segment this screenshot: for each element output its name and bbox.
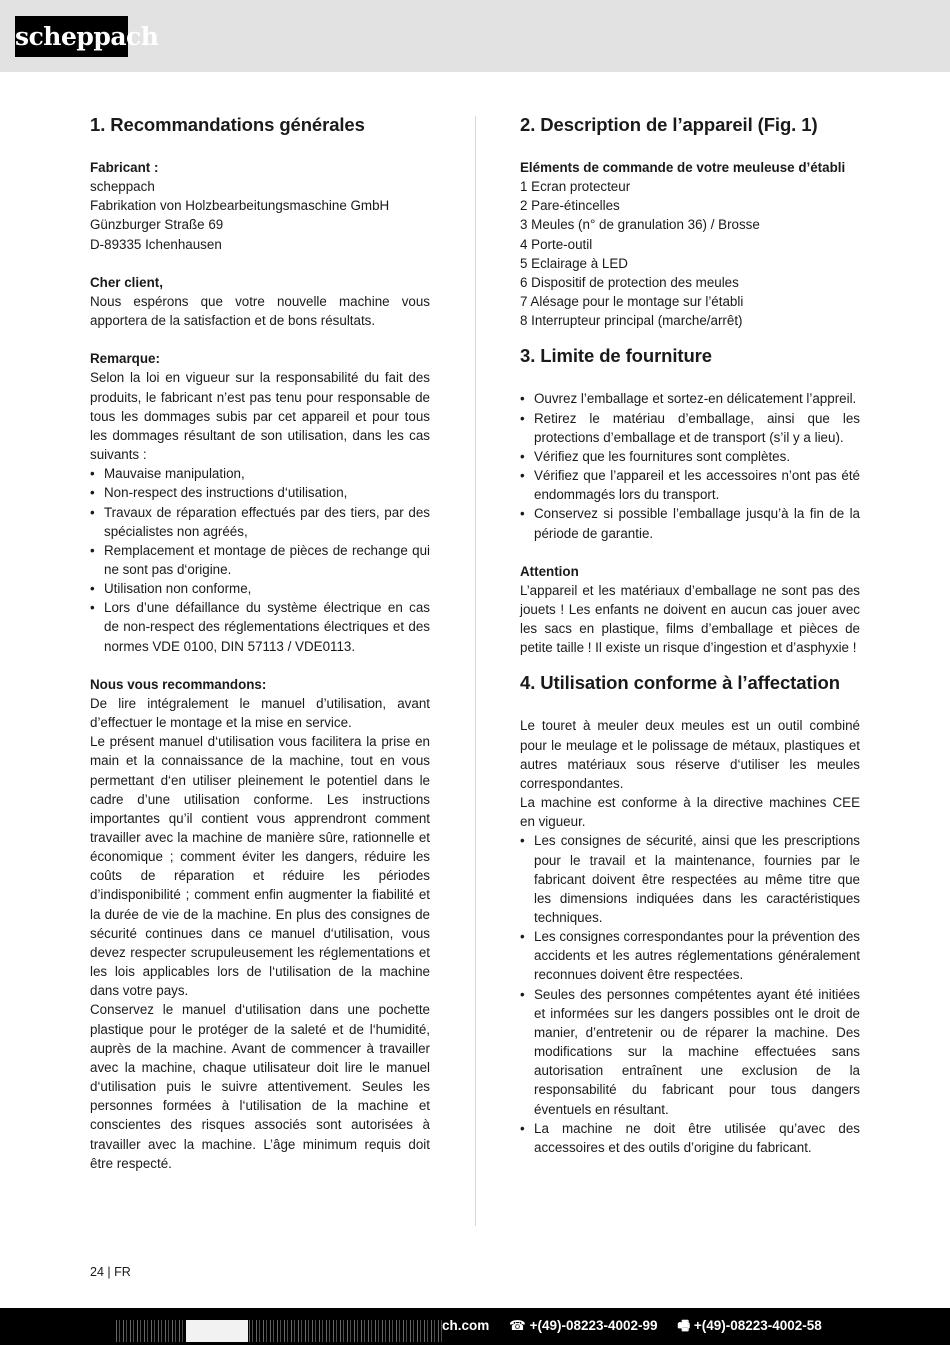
- use-paragraph: La machine est conforme à la directive machines CEE en vigueur.: [520, 795, 860, 830]
- list-item: • Vérifiez que les fournitures sont complètes.: [520, 447, 860, 466]
- list-item: 7 Alésage pour le montage sur l’établi: [520, 294, 744, 310]
- list-item: • Conservez si possible l’emballage jusqu’à la fin de la période de garantie.: [520, 504, 860, 542]
- greeting-text: Nous espérons que votre nouvelle machine vous apportera de la satisfaction et de bons résultats.: [90, 293, 430, 329]
- section-1-title: 1. Recommandations générales: [90, 114, 365, 135]
- fax-text: 🖷 +(49)-08223-4002-58: [677, 1318, 822, 1333]
- section-2-title: 2. Description de l’appareil (Fig. 1): [520, 114, 818, 135]
- barcode-graphic: [116, 1320, 442, 1342]
- list-item: • Vérifiez que l’appareil et les accessoires n’ont pas été endommagés lors du transport.: [520, 466, 860, 504]
- recommend-paragraph: De lire intégralement le manuel d’utilisation, avant d’effectuer le montage et la mise en service.: [90, 695, 430, 731]
- recommend-paragraph: Le présent manuel d‘utilisation vous facilitera la prise en main et la connaissance de la machine, tout en vous permettant d‘en utiliser pleinement le potentiel dans le cadre d’une utilisation conforme. Les instructions importantes qu’il contient vous apprendront comment travailler avec la machine de manière sûre, rationnelle et économique ; comment éviter les dangers, réduire les coûts de réparation et réduire les périodes d’indisponibilité ; comment enfin augmenter la fiabilité et la durée de vie de la machine. En plus des consignes de sécurité continues dans ce manuel d‘utilisation, vous devez respecter scrupuleusement les réglementations et les lois applicables lors de l‘utilisation de la machine dans votre pays.: [90, 734, 430, 999]
- controls-list: [520, 177, 860, 330]
- list-item: • Lors d’une défaillance du système électrique en cas de non-respect des réglementations électriques et des normes VDE 0100, DIN 57113 / VDE0113.: [90, 598, 430, 655]
- remark-list: [90, 464, 430, 656]
- manufacturer-label: Fabricant :: [90, 160, 159, 175]
- remark-label: Remarque:: [90, 351, 160, 367]
- column-divider: [475, 116, 476, 1226]
- use-list: [520, 831, 860, 1157]
- list-item: 8 Interrupteur principal (marche/arrêt): [520, 313, 743, 329]
- list-item: • Seules des personnes compétentes ayant été initiées et informées sur les dangers possibles ont le droit de manier, d’entretenir ou de réparer la machine. Des modifications sur la machine effectuées sans autorisation entraînent une exclusion de la responsabilité du fabricant pour tous dangers éventuels en résultant.: [520, 985, 860, 1119]
- barcode-block: [186, 1320, 248, 1342]
- list-item: • Les consignes correspondantes pour la prévention des accidents et les autres réglementations généralement reconnues doivent être respectées.: [520, 927, 860, 984]
- list-item: 6 Dispositif de protection des meules: [520, 274, 739, 290]
- list-item: • Utilisation non conforme,: [90, 579, 430, 598]
- page-header: [0, 0, 950, 72]
- manufacturer-line: scheppach: [90, 179, 155, 195]
- section-4-title: 4. Utilisation conforme à l’affectation: [520, 672, 840, 694]
- manufacturer-line: D-89335 Ichenhausen: [90, 236, 222, 252]
- phone-text: ☎ +(49)-08223-4002-99: [509, 1318, 658, 1333]
- website-text: ch.com: [442, 1318, 490, 1333]
- list-item: 5 Eclairage à LED: [520, 255, 628, 271]
- scheppach-logo: scheppach: [15, 16, 128, 57]
- contact-info: [442, 1317, 838, 1335]
- controls-label: Eléments de commande de votre meuleuse d’établi: [520, 160, 846, 175]
- list-item: • Mauvaise manipulation,: [90, 464, 430, 483]
- list-item: 2 Pare-étincelles: [520, 198, 620, 214]
- greeting-label: Cher client,: [90, 274, 163, 290]
- list-item: • Travaux de réparation effectués par des tiers, par des spécialistes non agréés,: [90, 503, 430, 541]
- recommend-paragraph: Conservez le manuel d‘utilisation dans une pochette plastique pour le protéger de la saleté et de l‘humidité, auprès de la machine. Avant de commencer à travailler avec la machine, chaque utilisateur doit lire le manuel d‘utilisation puis le suivre attentivement. Seules les personnes formées à l‘utilisation de la machine et conscientes des risques associés sont autorisées à travailler avec la machine. L’âge minimum requis doit être respecté.: [90, 1002, 430, 1171]
- list-item: 3 Meules (n° de granulation 36) / Brosse: [520, 217, 760, 233]
- list-item: • Ouvrez l’emballage et sortez-en délicatement l’appreil.: [520, 389, 860, 408]
- remark-text: Selon la loi en vigueur sur la responsabilité du fait des produits, le fabricant n’est pas tenu pour responsable de tous les dommages subis par cet appareil et pour tous les dommages résultant de son utilisation, dans les cas suivants :: [90, 370, 430, 463]
- list-item: • Non-respect des instructions d‘utilisation,: [90, 483, 430, 502]
- use-paragraph: Le touret à meuler deux meules est un outil combiné pour le meulage et le polissage de métaux, plastiques et autres matériaux sous réserve d‘utiliser les meules correspondantes.: [520, 718, 860, 791]
- list-item: 4 Porte-outil: [520, 236, 593, 252]
- left-column: [90, 112, 430, 1173]
- attention-text: L’appareil et les matériaux d’emballage ne sont pas des jouets ! Les enfants ne doivent en aucun cas jouer avec les sacs en plastique, films d’emballage et pièces de petite taille ! Il existe un risque d’ingestion et d’asphyxie !: [520, 582, 860, 656]
- page-number: 24 | FR: [90, 1265, 131, 1279]
- list-item: • Remplacement et montage de pièces de rechange qui ne sont pas d‘origine.: [90, 541, 430, 579]
- list-item: • Retirez le matériau d’emballage, ainsi que les protections d’emballage et de transport (s’il y a lieu).: [520, 409, 860, 447]
- recommend-label: Nous vous recommandons:: [90, 676, 267, 692]
- section-3-title: 3. Limite de fourniture: [520, 345, 712, 367]
- manufacturer-line: Günzburger Straße 69: [90, 217, 224, 233]
- list-item: • La machine ne doit être utilisée qu’avec des accessoires et des outils d’origine du fabricant.: [520, 1119, 860, 1157]
- list-item: • Les consignes de sécurité, ainsi que les prescriptions pour le travail et la maintenance, fournies par le fabricant doivent être respectées au même titre que les dimensions indiquées dans les caractéristiques techniques.: [520, 831, 860, 927]
- attention-label: Attention: [520, 563, 579, 579]
- right-column: [520, 112, 860, 1157]
- supply-list: [520, 389, 860, 542]
- manufacturer-line: Fabrikation von Holzbearbeitungsmaschine GmbH: [90, 198, 390, 214]
- contact-bar: [0, 1308, 950, 1345]
- list-item: 1 Ecran protecteur: [520, 179, 631, 195]
